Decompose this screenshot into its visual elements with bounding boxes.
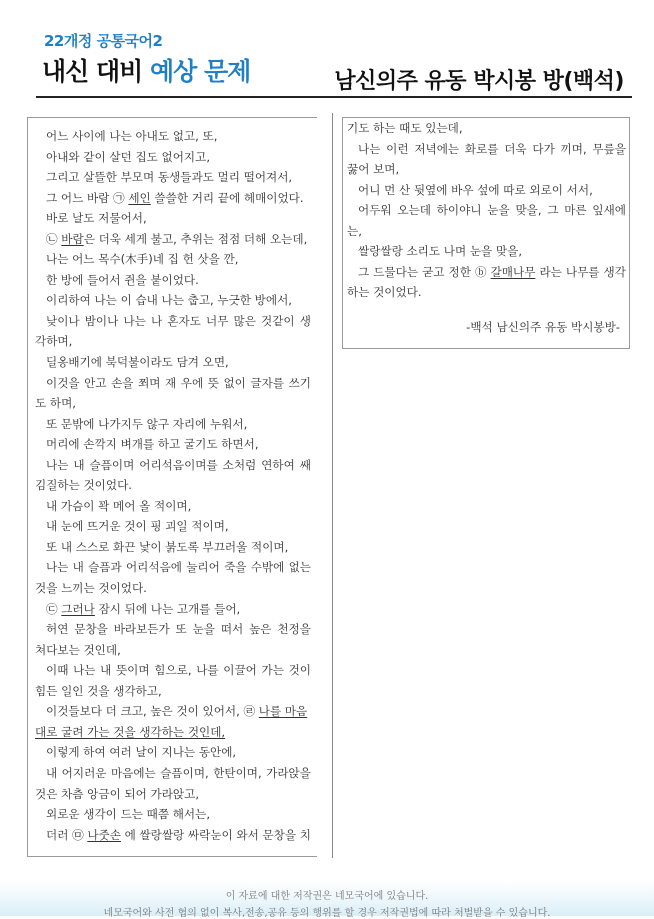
poem-line: 것은 차츰 앙금이 되어 가라앉고, (35, 786, 200, 801)
poem-line: 이렇게 하여 여러 날이 지나는 동안에, (46, 745, 237, 760)
poem-line: 대로 굴려 가는 것을 생각하는 것인데, (35, 724, 226, 739)
poem-line: 낮이나 밤이나 나는 나 혼자도 너무 많은 것같이 생 (46, 313, 311, 328)
poem-line: 어느 사이에 나는 아내도 없고, 또, (46, 129, 218, 143)
poem-line: 쳐다보는 것인데, (35, 642, 121, 657)
poem-line: 김질하는 것이었다. (35, 478, 132, 493)
header-rule (36, 96, 632, 98)
copyright-notice: 이 자료에 대한 저작권은 네모국어에 있습니다. (225, 891, 429, 902)
poem-line: 어니 먼 산 뒷옆에 바우 섶에 따로 외로이 서서, (358, 182, 593, 197)
poem-line: 이때 나는 내 뜻이며 힘으로, 나를 이끌어 가는 것이 (46, 663, 311, 678)
poem-line: 내 어지러운 마음에는 슬픔이며, 한탄이며, 가라앉을 (46, 765, 311, 780)
poem-line: 나는 이런 저녁에는 화로를 더욱 다가 끼며, 무릎을 (358, 141, 626, 156)
poem-line: 이것들보다 더 크고, 높은 것이 있어서, ㉣ 나를 마음 (46, 704, 308, 719)
poem-line: 나는 어느 목수(木手)네 집 헌 삿을 깐, (46, 252, 239, 267)
poem-line: 허연 문창을 바라보든가 또 눈을 떠서 높은 천정을 (46, 622, 311, 637)
poem-right-column (347, 118, 626, 337)
poem-line: 각하며, (35, 334, 73, 349)
poem-source: -백석 남신의주 유동 박시봉방- (466, 319, 620, 334)
poem-line: 딜옹배기에 북덕불이라도 담겨 오면, (46, 355, 229, 370)
poem-line: 그 어느 바람 ㉠ 세인 쓸쓸한 거리 끝에 헤매이었다. (46, 190, 304, 205)
main-title (42, 52, 250, 88)
poem-line: 내 가슴이 꽉 메어 올 적이며, (46, 498, 192, 513)
poem-line: 머리에 손깍지 벼개를 하고 굴기도 하면서, (46, 437, 259, 452)
poem-title: 남신의주 유동 박시봉 방(백석) (334, 69, 624, 94)
poem-line: 외로운 생각이 드는 때쯤 해서는, (46, 807, 211, 822)
poem-line: 나는 내 슬픔과 어리석음에 눌리어 죽을 수밖에 없는 (46, 560, 311, 575)
poem-line: 바로 날도 저물어서, (46, 211, 147, 226)
poem-line: 아내와 같이 살던 집도 없어지고, (46, 149, 211, 164)
poem-line: 꿇어 보며, (347, 162, 400, 177)
poem-line: 이리하여 나는 이 습내 나는 춥고, 누긋한 방에서, (46, 293, 292, 308)
course-subtitle: 22개정 공통국어2 (44, 32, 163, 50)
poem-line: 더러 ㉤ 나줏손 에 쌀랑쌀랑 싸락눈이 와서 문창을 치 (46, 827, 311, 842)
poem-line: 그리고 살뜰한 부모며 동생들과도 멀리 떨어져서, (46, 170, 293, 185)
poem-line: 또 내 스스로 화끈 낯이 붉도록 부끄러울 적이며, (46, 539, 289, 554)
poem-line: 어두워 오는데 하이야니 눈을 맞을, 그 마른 잎새에 (358, 203, 626, 218)
poem-line: 쌀랑쌀랑 소리도 나며 눈을 맞을, (358, 244, 523, 259)
poem-line: ㉡ 바람은 더욱 세게 불고, 추위는 점점 더해 오는데, (46, 231, 308, 246)
poem-line: 그 드물다는 굳고 정한 ⓑ 갈매나무 라는 나무를 생각 (358, 264, 626, 279)
poem-line: 한 방에 들어서 쥔을 붙이었다. (46, 272, 199, 287)
poem-line: ㉢ 그러나 잠시 뒤에 나는 고개를 들어, (46, 601, 241, 616)
poem-line: 내 눈에 뜨거운 것이 핑 괴일 적이며, (46, 519, 229, 534)
page-header (0, 0, 654, 100)
poem-line: 이것을 안고 손을 쬐며 재 우에 뜻 없이 글자를 쓰기 (46, 375, 311, 390)
poem-line: 하는 것이었다. (347, 285, 422, 300)
poem-line: 기도 하는 때도 있는데, (347, 121, 463, 135)
copyright-warning: 네모국어와 사전 협의 없이 복사,전송,공유 등의 행위를 할 경우 저작권법에 따라 처벌받을 수 있습니다. (103, 908, 551, 919)
poem-line: 것을 느끼는 것이었다. (35, 581, 147, 596)
main-title-prefix: 내신 대비 (42, 57, 151, 86)
poem-line: 또 문밖에 나가지두 않구 자리에 누워서, (46, 416, 248, 431)
poem-line: 는, (347, 223, 362, 238)
poem-line: 도 하며, (35, 396, 76, 411)
poem-line: 힘든 일인 것을 생각하고, (35, 683, 162, 698)
poem-left-column (35, 126, 311, 845)
poem-line: 나는 내 슬픔이며 어리석음이며를 소처럼 연하여 쌔 (46, 457, 311, 472)
column-divider (332, 113, 333, 858)
main-title-highlight: 예상 문제 (150, 57, 251, 86)
